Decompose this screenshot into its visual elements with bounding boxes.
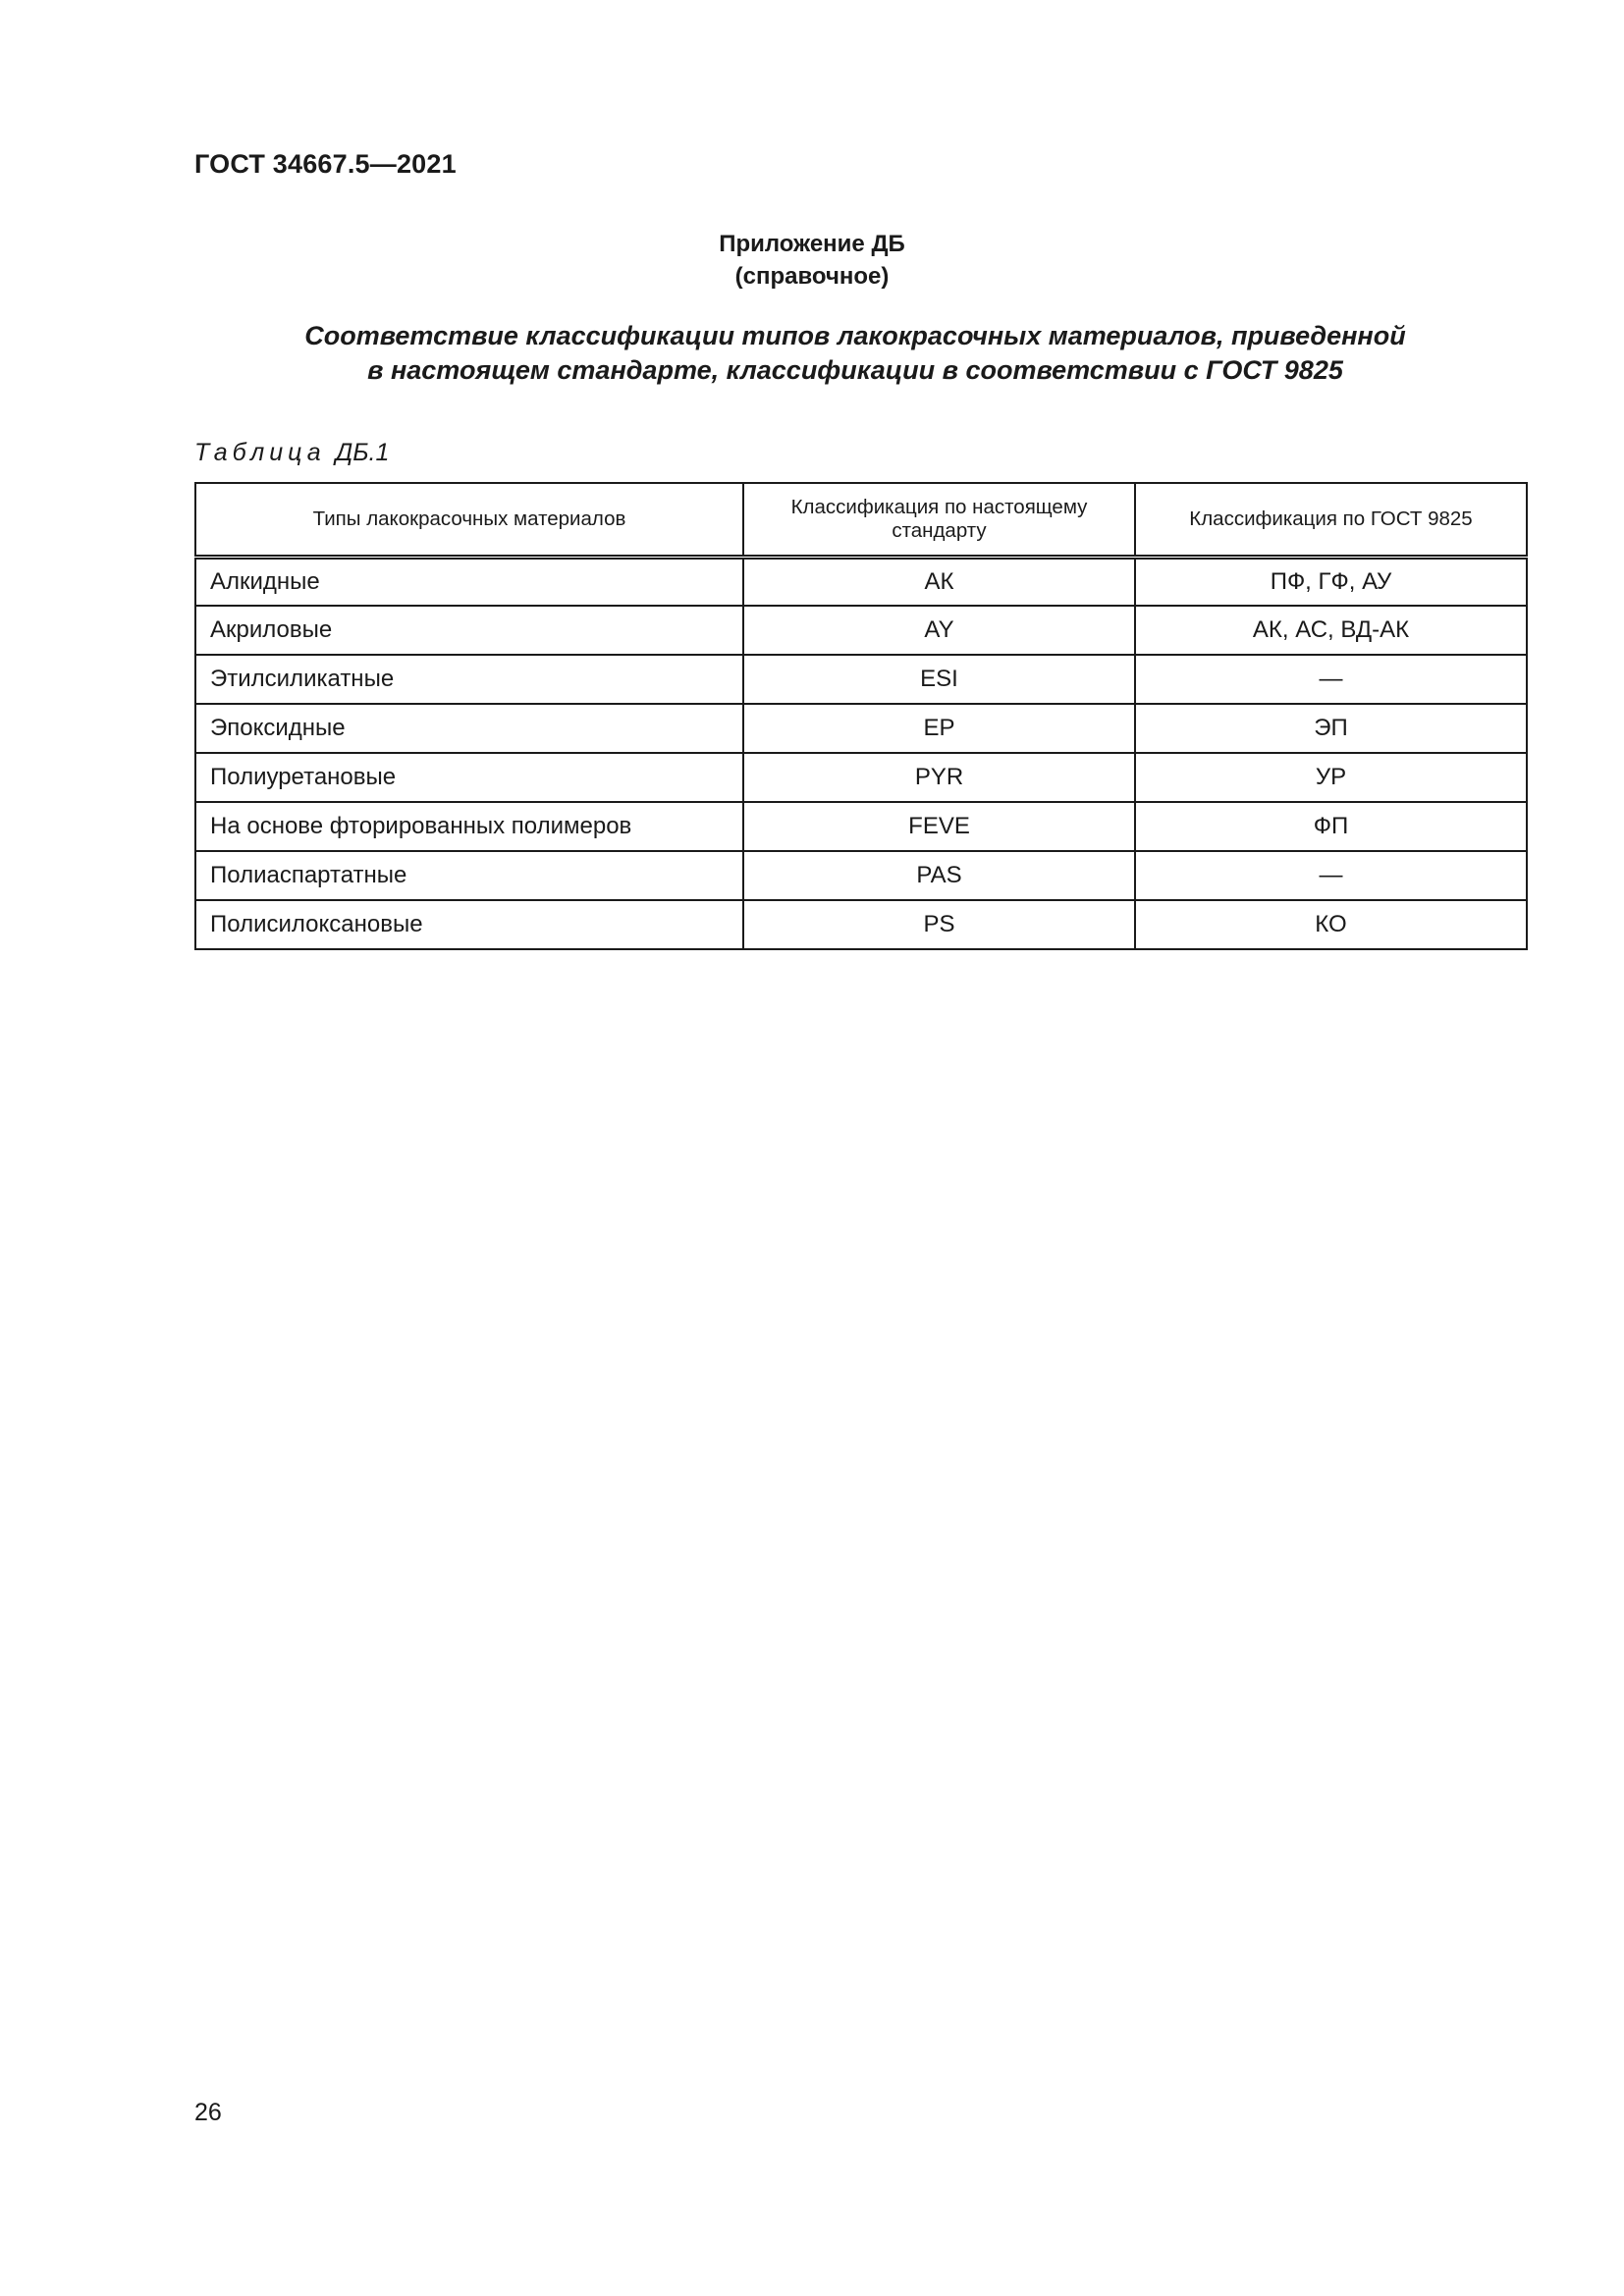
table-row <box>195 900 1527 949</box>
material-type-cell: Полиаспартатные <box>195 851 743 900</box>
gost-9825-code-cell: ПФ, ГФ, АУ <box>1135 557 1527 606</box>
classification-table <box>194 482 1528 950</box>
this-standard-code-cell: FEVE <box>743 802 1135 851</box>
this-standard-code-cell: ESI <box>743 655 1135 704</box>
table-caption <box>194 439 389 467</box>
table-row <box>195 851 1527 900</box>
table-row <box>195 704 1527 753</box>
gost-9825-code-cell: — <box>1135 851 1527 900</box>
appendix-heading <box>0 228 1624 293</box>
appendix-label: Приложение ДБ <box>719 231 905 257</box>
appendix-title <box>0 319 1624 388</box>
table-caption-number: ДБ.1 <box>335 439 390 466</box>
this-standard-code-cell: PS <box>743 900 1135 949</box>
gost-9825-code-cell: КО <box>1135 900 1527 949</box>
material-type-cell: Алкидные <box>195 557 743 606</box>
table-caption-word: Таблица <box>194 439 326 466</box>
this-standard-code-cell: AY <box>743 606 1135 655</box>
page-number: 26 <box>194 2099 222 2126</box>
this-standard-code-cell: EP <box>743 704 1135 753</box>
this-standard-code-cell: PYR <box>743 753 1135 802</box>
material-type-cell: На основе фторированных полимеров <box>195 802 743 851</box>
header-this-standard-classification: Классификация по настоящему стандарту <box>743 483 1135 557</box>
document-code: ГОСТ 34667.5—2021 <box>194 149 457 179</box>
gost-9825-code-cell: УР <box>1135 753 1527 802</box>
material-type-cell: Эпоксидные <box>195 704 743 753</box>
header-gost-9825-classification: Классификация по ГОСТ 9825 <box>1135 483 1527 557</box>
table-row <box>195 753 1527 802</box>
this-standard-code-cell: PAS <box>743 851 1135 900</box>
gost-9825-code-cell: АК, АС, ВД-АК <box>1135 606 1527 655</box>
material-type-cell: Полисилоксановые <box>195 900 743 949</box>
appendix-title-line-2: в настоящем стандарте, классификации в соответствии с ГОСТ 9825 <box>367 355 1343 385</box>
table-body <box>195 557 1527 949</box>
material-type-cell: Этилсиликатные <box>195 655 743 704</box>
gost-9825-code-cell: ЭП <box>1135 704 1527 753</box>
this-standard-code-cell: АК <box>743 557 1135 606</box>
table-row <box>195 655 1527 704</box>
gost-9825-code-cell: — <box>1135 655 1527 704</box>
table-header-row <box>195 483 1527 557</box>
appendix-title-line-1: Соответствие классификации типов лакокрасочных материалов, приведенной <box>304 321 1406 350</box>
header-material-types: Типы лакокрасочных материалов <box>195 483 743 557</box>
table-row <box>195 802 1527 851</box>
table-row <box>195 606 1527 655</box>
material-type-cell: Полиуретановые <box>195 753 743 802</box>
material-type-cell: Акриловые <box>195 606 743 655</box>
gost-9825-code-cell: ФП <box>1135 802 1527 851</box>
table-row <box>195 557 1527 606</box>
appendix-status: (справочное) <box>734 263 890 290</box>
